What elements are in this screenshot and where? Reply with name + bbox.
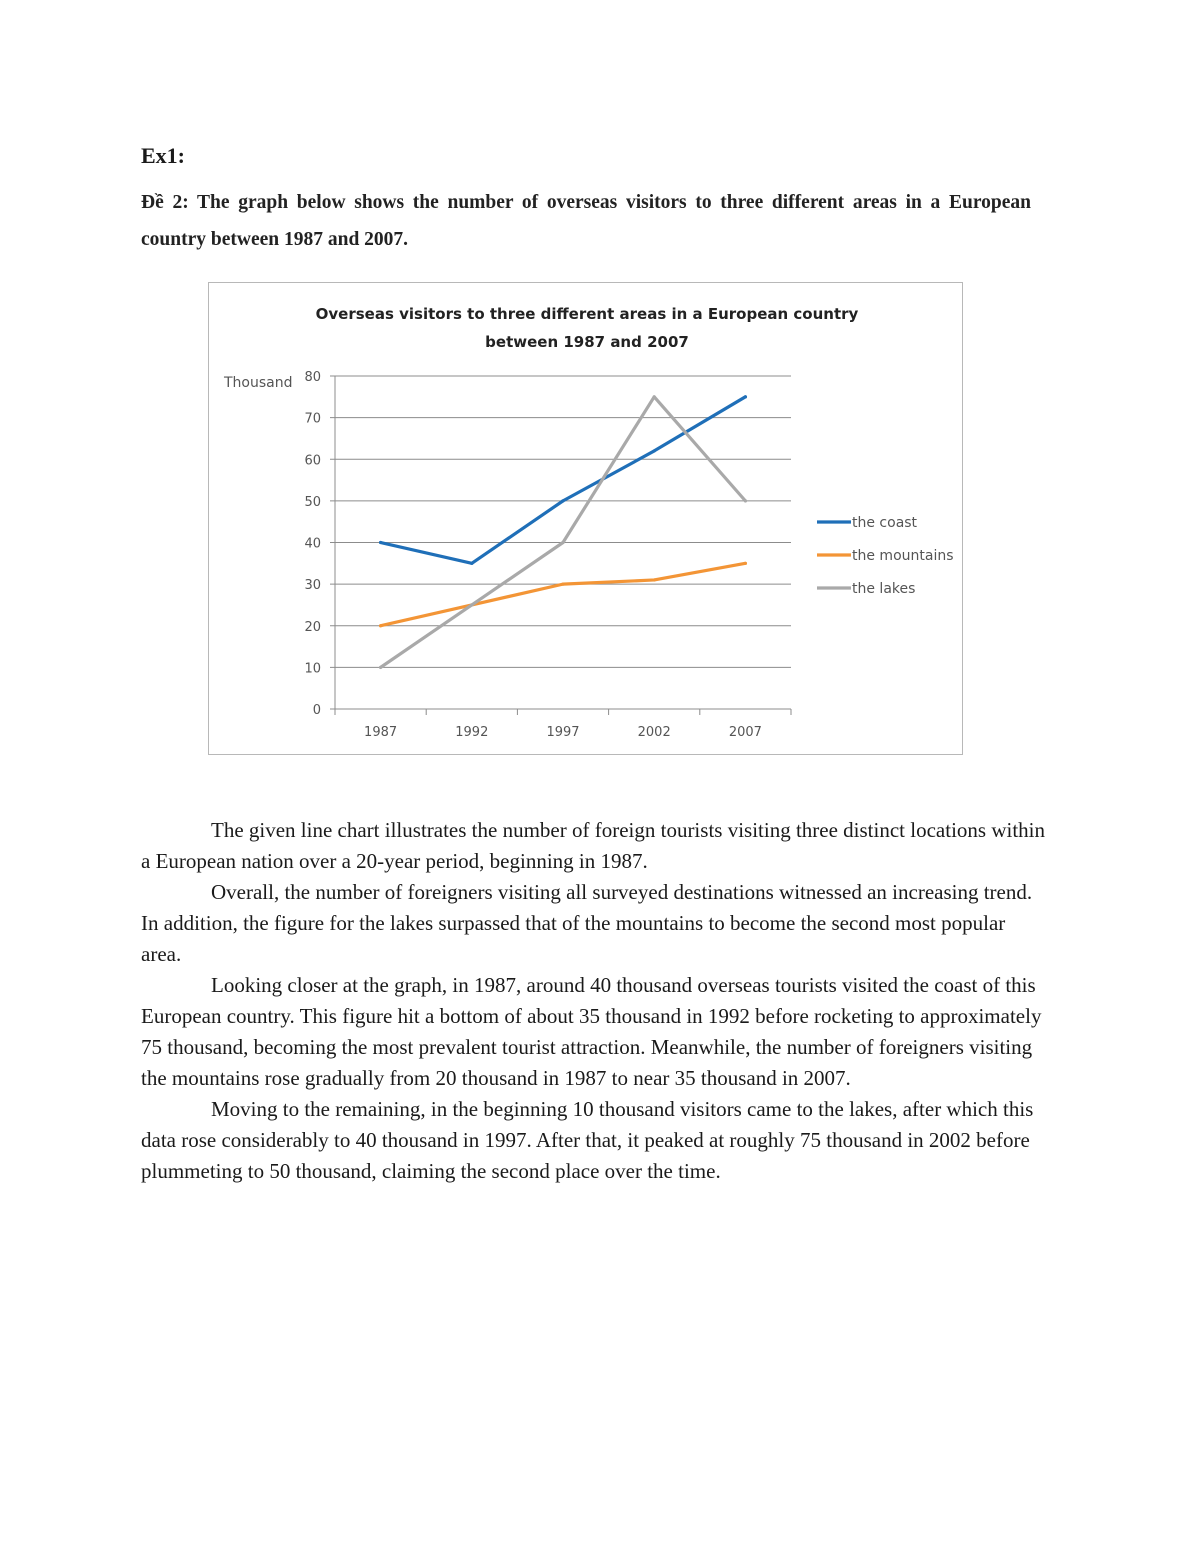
y-tick-label: 70 <box>304 411 321 427</box>
data-point-the-mountains <box>653 578 656 581</box>
y-tick-label: 10 <box>304 661 321 677</box>
chart-svg <box>209 283 961 753</box>
y-tick-label: 80 <box>304 370 321 385</box>
legend-label-the-lakes: the lakes <box>852 581 916 597</box>
data-point-the-mountains <box>379 624 382 627</box>
chart-title-line-1: Overseas visitors to three different areas in a European country <box>315 305 859 323</box>
x-tick-label: 1992 <box>455 725 489 740</box>
grid-layer <box>335 376 791 667</box>
essay-paragraph-3: Looking closer at the graph, in 1987, around 40 thousand overseas tourists visited the coast of this European country. This figure hit a bottom of about 35 thousand in 1992 before rocketing to approximately 75 thousand, becoming the most prevalent tourist attraction. Meanwhile, the number of foreigners visiting the mountains rose gradually from 20 thousand in 1987 to near 35 thousand in 2007. <box>141 973 1042 1090</box>
task-prompt: Đề 2: The graph below shows the number of overseas visitors to three different areas in a European country between 1987 and 2007. <box>141 192 1031 250</box>
x-tick-label: 2002 <box>637 725 671 740</box>
essay <box>141 815 1046 1187</box>
data-point-the-coast <box>744 395 747 398</box>
legend-label-the-mountains: the mountains <box>852 548 954 564</box>
line-chart <box>208 282 963 755</box>
legend-label-the-coast: the coast <box>852 515 918 531</box>
chart-title-line-2: between 1987 and 2007 <box>485 333 689 351</box>
data-point-the-coast <box>470 562 473 565</box>
y-tick-label: 30 <box>304 578 321 594</box>
y-axis-label: Thousand <box>224 375 293 391</box>
exercise-heading: Ex1: <box>141 143 185 168</box>
essay-paragraph-1: The given line chart illustrates the number of foreign tourists visiting three distinct locations within a European nation over a 20-year period, beginning in 1987. <box>141 818 1045 873</box>
x-tick-label: 1997 <box>546 725 580 740</box>
legend <box>817 515 954 597</box>
essay-paragraph-2: Overall, the number of foreigners visiting all surveyed destinations witnessed an increasing trend. In addition, the figure for the lakes surpassed that of the mountains to become the second most popular area. <box>141 880 1033 966</box>
y-tick-label: 50 <box>304 494 321 510</box>
series-layer <box>379 395 747 669</box>
data-point-the-mountains <box>561 583 564 586</box>
axis-layer <box>304 370 791 740</box>
y-tick-label: 60 <box>304 453 321 469</box>
data-point-the-lakes <box>470 603 473 606</box>
series-line-the-mountains <box>381 563 746 625</box>
series-line-the-coast <box>381 397 746 564</box>
x-tick-label: 2007 <box>728 725 762 740</box>
data-point-the-coast <box>653 449 656 452</box>
data-point-the-lakes <box>653 395 656 398</box>
data-point-the-coast <box>379 541 382 544</box>
essay-paragraph-4: Moving to the remaining, in the beginning 10 thousand visitors came to the lakes, after which this data rose considerably to 40 thousand in 1997. After that, it peaked at roughly 75 thousand in 2002 before plummeting to 50 thousand, claiming the second place over the time. <box>141 1097 1034 1183</box>
y-tick-label: 20 <box>304 619 321 635</box>
data-point-the-lakes <box>379 666 382 669</box>
data-point-the-lakes <box>561 541 564 544</box>
y-tick-label: 40 <box>304 536 321 552</box>
data-point-the-mountains <box>744 562 747 565</box>
series-line-the-lakes <box>381 397 746 668</box>
x-tick-label: 1987 <box>364 725 398 740</box>
data-point-the-coast <box>561 499 564 502</box>
y-tick-label: 0 <box>312 703 321 718</box>
data-point-the-lakes <box>744 499 747 502</box>
